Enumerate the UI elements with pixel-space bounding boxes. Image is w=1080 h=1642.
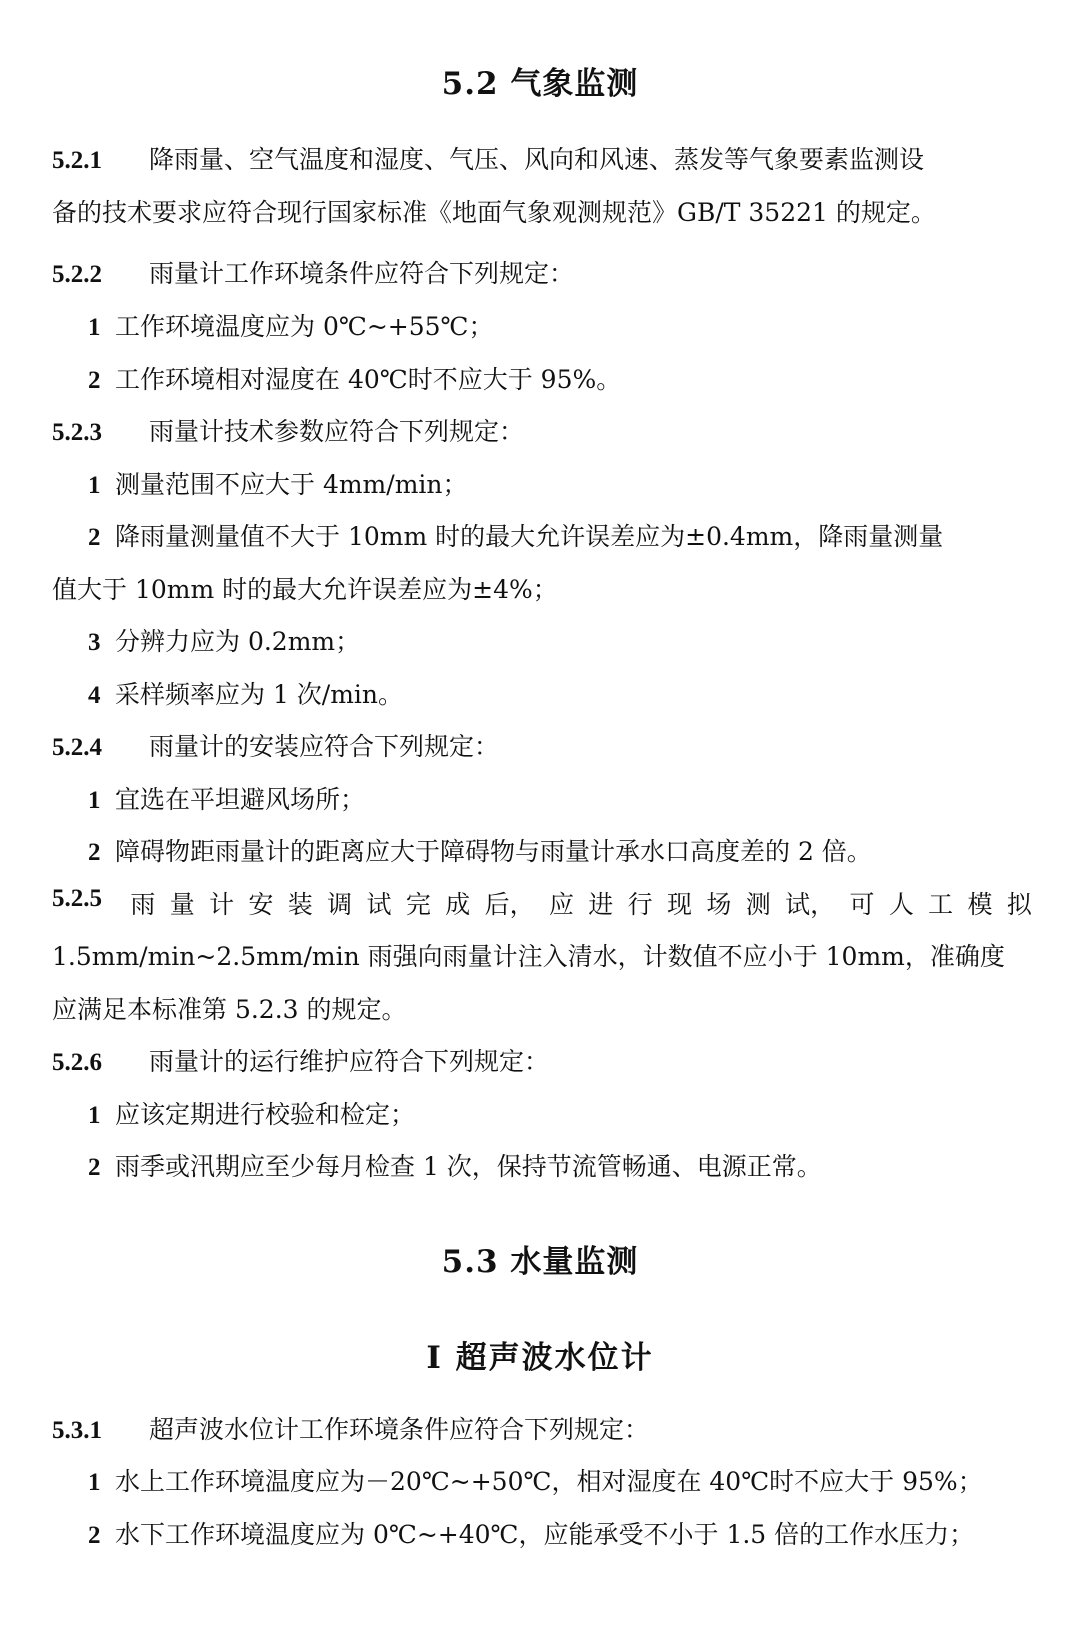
item-text: 水上工作环境温度应为－20℃~+50℃，相对湿度在 40℃时不应大于 95%； [115,1467,983,1496]
clause-word: 安 [248,890,274,919]
list-item [88,1095,415,1131]
item-number: 4 [88,682,101,709]
clause-5-2-1 [52,140,1032,176]
list-item [88,1147,822,1183]
clause-text: 雨量计技术参数应符合下列规定： [149,417,525,446]
clause-5-2-5-continuation: 1.5mm/min~2.5mm/min 雨强向雨量计注入清水，计数值不应小于 10mm，准确度 [52,942,1005,971]
clause-word: 工 [928,890,954,919]
clause-word: 雨 [130,890,156,919]
clause-word: 场 [706,890,732,919]
clause-word: 现 [667,890,693,919]
list-item [88,517,943,553]
section-title-5-3: 5.3 水量监测 [441,1244,639,1280]
list-item [88,622,360,658]
item-text: 测量范围不应大于 4mm/min； [115,470,468,499]
list-item [88,832,872,868]
clause-word: 调 [327,890,353,919]
item-number: 1 [88,314,101,341]
list-item [88,1515,974,1551]
item-text: 分辨力应为 0.2mm； [115,627,361,656]
list-item [88,307,494,343]
item-number: 1 [88,472,101,499]
clause-number: 5.3.1 [52,1417,102,1444]
item-number: 2 [88,1154,101,1181]
item-number: 1 [88,1102,101,1129]
list-item [88,465,468,501]
clause-number: 5.2.4 [52,734,102,761]
item-text: 水下工作环境温度应为 0℃~+40℃，应能承受不小于 1.5 倍的工作水压力； [115,1520,975,1549]
clause-justified-line [52,885,1032,921]
item-number: 2 [88,524,101,551]
clause-word: 进 [588,890,614,919]
clause-word: 行 [627,890,653,919]
item-number: 3 [88,629,101,656]
clause-number: 5.2.1 [52,147,102,174]
clause-5-2-6 [52,1042,1032,1078]
clause-number: 5.2.5 [52,885,102,912]
clause-number: 5.2.3 [52,419,102,446]
item-text: 障碍物距雨量计的距离应大于障碍物与雨量计承水口高度差的 2 倍。 [115,837,872,866]
list-item [88,360,621,396]
clause-word: 试， [785,890,836,919]
item-text: 宜选在平坦避风场所； [115,785,366,814]
list-item-continuation: 值大于 10mm 时的最大允许误差应为±4%； [52,575,558,604]
clause-word: 完 [405,890,431,919]
clause-word: 装 [287,890,313,919]
item-number: 2 [88,1522,101,1549]
item-number: 2 [88,367,101,394]
item-text: 降雨量测量值不大于 10mm 时的最大允许误差应为±0.4mm，降雨量测量 [115,522,944,551]
item-text: 采样频率应为 1 次/min。 [115,680,404,709]
clause-word: 拟 [1006,890,1032,919]
clause-word: 测 [745,890,771,919]
clause-word: 计 [209,890,235,919]
list-item [88,1462,983,1498]
item-number: 2 [88,839,101,866]
item-number: 1 [88,787,101,814]
clause-5-2-1-continuation: 备的技术要求应符合现行国家标准《地面气象观测规范》GB/T 35221 的规定。 [52,198,936,227]
clause-5-2-5-continuation: 应满足本标准第 5.2.3 的规定。 [52,995,407,1024]
clause-5-2-4 [52,727,1032,763]
clause-text: 降雨量、空气温度和湿度、气压、风向和风速、蒸发等气象要素监测设 [149,145,925,174]
clause-5-3-1 [52,1410,1032,1446]
section-title-5-2: 5.2 气象监测 [441,66,639,102]
clause-text: 超声波水位计工作环境条件应符合下列规定： [149,1415,650,1444]
subsection-title: Ⅰ 超声波水位计 [426,1340,654,1376]
clause-text: 雨量计的安装应符合下列规定： [149,732,500,761]
clause-text: 雨量计的运行维护应符合下列规定： [149,1047,550,1076]
item-number: 1 [88,1469,101,1496]
item-text: 应该定期进行校验和检定； [115,1100,416,1129]
item-text: 雨季或汛期应至少每月检查 1 次，保持节流管畅通、电源正常。 [115,1152,822,1181]
clause-word: 试 [366,890,392,919]
clause-word: 量 [169,890,195,919]
item-text: 工作环境相对湿度在 40℃时不应大于 95%。 [115,365,622,394]
clause-5-2-3 [52,412,1032,448]
clause-word: 后， [484,890,535,919]
list-item [88,675,403,711]
clause-number: 5.2.6 [52,1049,102,1076]
clause-word: 模 [967,890,993,919]
clause-word: 人 [888,890,914,919]
clause-word: 可 [849,890,875,919]
list-item [88,780,365,816]
clause-word: 应 [548,890,574,919]
clause-5-2-5 [52,885,1032,921]
clause-text: 雨量计工作环境条件应符合下列规定： [149,259,575,288]
item-text: 工作环境温度应为 0℃~+55℃； [115,312,494,341]
clause-word: 成 [445,890,471,919]
clause-5-2-2 [52,254,1032,290]
clause-number: 5.2.2 [52,261,102,288]
